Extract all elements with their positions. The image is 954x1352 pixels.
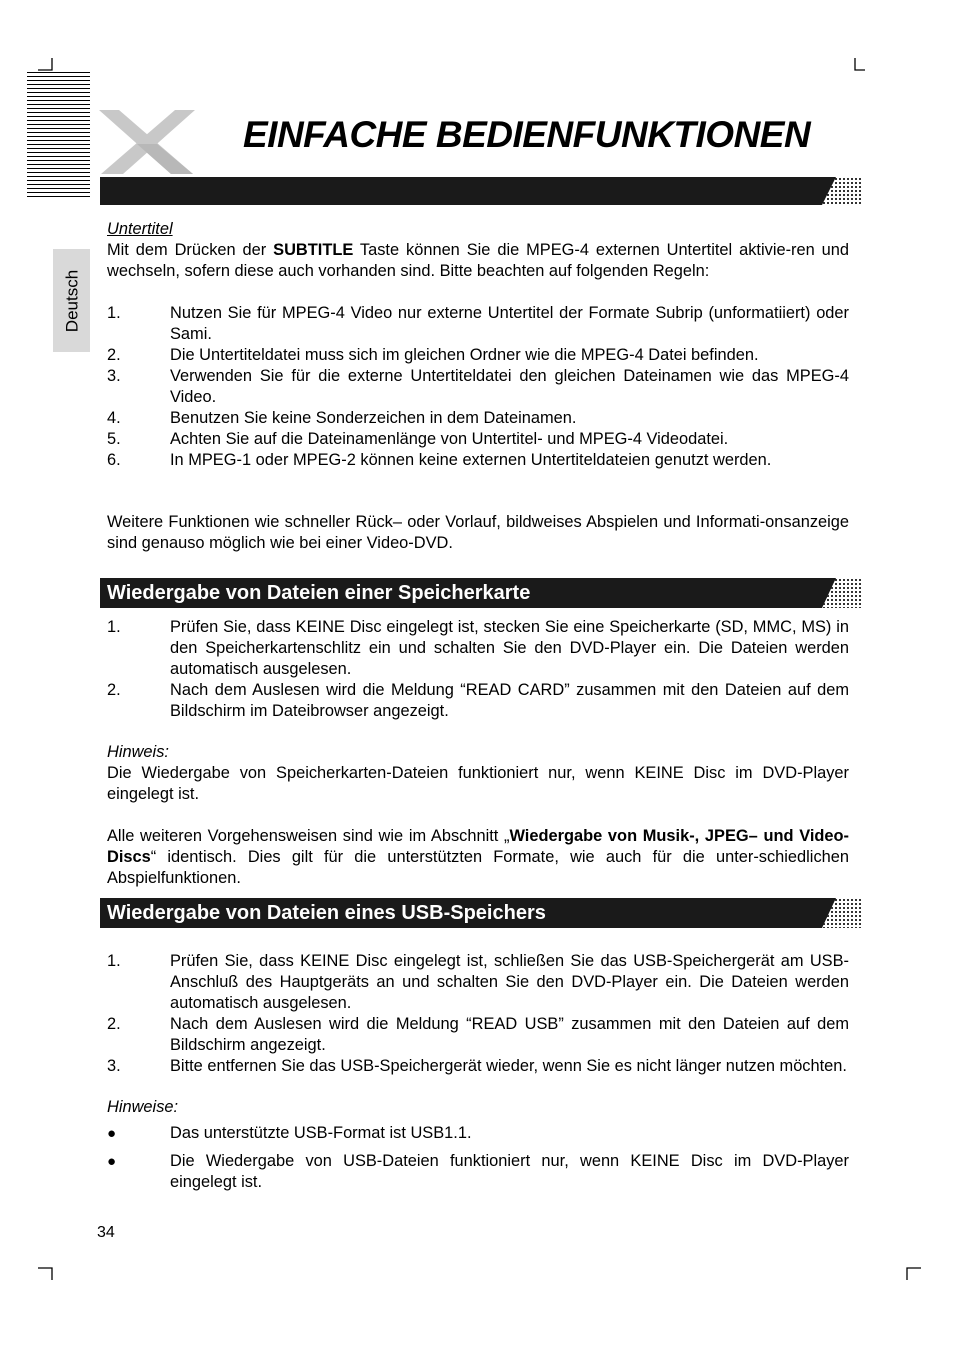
list-number: 1. xyxy=(107,618,121,636)
list-number: 1. xyxy=(107,952,121,970)
language-tab xyxy=(53,249,90,352)
list-number: 2. xyxy=(107,681,121,699)
list-text: Bitte entfernen Sie das USB-Speichergerät wieder, wenn Sie es nicht länger nutzen möchten. xyxy=(170,1057,847,1075)
list-item xyxy=(107,680,849,722)
list-text: Die Wiedergabe von USB-Dateien funktioniert nur, wenn KEINE Disc im DVD-Player eingelegt ist. xyxy=(170,1152,849,1191)
list-text: Prüfen Sie, dass KEINE Disc eingelegt ist, schließen Sie das USB-Speichergerät am USB-Anschluß des Hauptgeräts an und schalten Sie den DVD-Player ein. Die Dateien werden automatisch ausgelesen. xyxy=(170,952,849,1012)
list-text: Nach dem Auslesen wird die Meldung “READ USB” zusammen mit den Dateien auf dem Bildschirm angezeigt. xyxy=(170,1015,849,1054)
list-text: Die Untertiteldatei muss sich im gleichen Ordner wie die MPEG-4 Datei befinden. xyxy=(170,346,759,364)
card-steps-list xyxy=(107,617,849,722)
card-further-paragraph xyxy=(107,826,849,889)
list-text: Das unterstützte USB-Format ist USB1.1. xyxy=(170,1124,472,1142)
list-number: 1. xyxy=(107,304,121,322)
card-note-text: Die Wiedergabe von Speicherkarten-Dateien funktioniert nur, wenn KEINE Disc im DVD-Player eingelegt ist. xyxy=(107,764,849,803)
list-item xyxy=(107,303,849,345)
list-item xyxy=(107,1151,849,1193)
further-post: “ identisch. Dies gilt für die unterstützten Formate, wie auch für die unter-schiedlichen Abspielfunktionen. xyxy=(107,848,849,887)
list-item xyxy=(107,345,849,366)
crop-mark-bottom-left xyxy=(36,1266,56,1282)
list-text: Nutzen Sie für MPEG-4 Video nur externe Untertitel der Formate Subrip (unformatiiert) oder Sami. xyxy=(170,304,849,343)
list-number: 3. xyxy=(107,367,121,385)
list-text: Benutzen Sie keine Sonderzeichen in dem Dateinamen. xyxy=(170,409,577,427)
list-item xyxy=(107,408,849,429)
further-pre: Alle weiteren Vorgehensweisen sind wie im Abschnitt „ xyxy=(107,827,510,845)
xoro-x-logo xyxy=(97,106,197,178)
list-number: 2. xyxy=(107,346,121,364)
subtitle-intro-pre: Mit dem Drücken der xyxy=(107,241,274,259)
list-item xyxy=(107,1014,849,1056)
list-item xyxy=(107,366,849,408)
list-text: Verwenden Sie für die externe Untertiteldatei den gleichen Dateinamen wie das MPEG-4 Video. xyxy=(170,367,849,406)
crop-mark-top-left xyxy=(36,56,56,72)
crop-mark-bottom-right xyxy=(904,1266,924,1282)
list-number: 4. xyxy=(107,409,121,427)
usb-notes-label: Hinweise: xyxy=(107,1098,179,1116)
subtitle-rules-list xyxy=(107,303,849,471)
section-heading-card-text: Wiedergabe von Dateien einer Speicherkarte xyxy=(107,582,531,604)
list-number: 5. xyxy=(107,430,121,448)
list-text: Nach dem Auslesen wird die Meldung “READ CARD” zusammen mit den Dateien auf dem Bildschirm im Dateibrowser angezeigt. xyxy=(170,681,849,720)
subtitle-key: SUBTITLE xyxy=(273,241,354,259)
list-text: Achten Sie auf die Dateinamenlänge von Untertitel- und MPEG-4 Videodatei. xyxy=(170,430,729,448)
bullet-icon: ● xyxy=(107,1125,117,1142)
section-heading-card xyxy=(100,578,862,608)
title-underline-bar xyxy=(100,177,862,205)
section-heading-usb-text: Wiedergabe von Dateien eines USB-Speichers xyxy=(107,902,546,924)
list-item xyxy=(107,429,849,450)
list-item xyxy=(107,450,849,471)
list-item xyxy=(107,951,849,1014)
list-number: 6. xyxy=(107,451,121,469)
usb-steps-list xyxy=(107,951,849,1077)
more-functions-paragraph: Weitere Funktionen wie schneller Rück– oder Vorlauf, bildweises Abspielen und Informati-onsanzeige sind genauso möglich wie bei einer Video-DVD. xyxy=(107,513,849,552)
list-number: 3. xyxy=(107,1057,121,1075)
page-title: EINFACHE BEDIENFUNKTIONEN xyxy=(243,114,811,155)
bullet-icon: ● xyxy=(107,1153,117,1170)
usb-notes-list xyxy=(107,1123,849,1193)
crop-mark-top-right xyxy=(852,56,868,72)
list-item xyxy=(107,1123,849,1144)
list-text: Prüfen Sie, dass KEINE Disc eingelegt ist, stecken Sie eine Speicherkarte (SD, MMC, MS) in den Speicherkartenschlitz ein und schalten Sie den DVD-Player ein. Die Dateien werden automatisch ausgelesen. xyxy=(170,618,849,678)
list-item xyxy=(107,1056,849,1077)
card-note-label: Hinweis: xyxy=(107,743,169,761)
halftone-dots xyxy=(822,578,862,608)
page-number: 34 xyxy=(97,1224,115,1241)
list-item xyxy=(107,617,849,680)
section-heading-usb xyxy=(100,898,862,928)
further-bold: Wiedergabe von Musik-, JPEG– und Video-Discs xyxy=(107,827,849,866)
subtitle-intro xyxy=(107,240,849,282)
halftone-dots xyxy=(822,898,862,928)
striped-ornament xyxy=(27,72,90,200)
language-tab-label: Deutsch xyxy=(62,269,81,332)
list-text: In MPEG-1 oder MPEG-2 können keine externen Untertiteldateien genutzt werden. xyxy=(170,451,772,469)
list-number: 2. xyxy=(107,1015,121,1033)
subtitle-intro-post: Taste können Sie die MPEG-4 externen Untertitel aktivie-ren und wechseln, sofern diese auch vorhanden sind. Bitte beachten auf folgenden Regeln: xyxy=(107,241,849,280)
subtitle-heading: Untertitel xyxy=(107,220,173,238)
halftone-dots xyxy=(822,177,862,205)
